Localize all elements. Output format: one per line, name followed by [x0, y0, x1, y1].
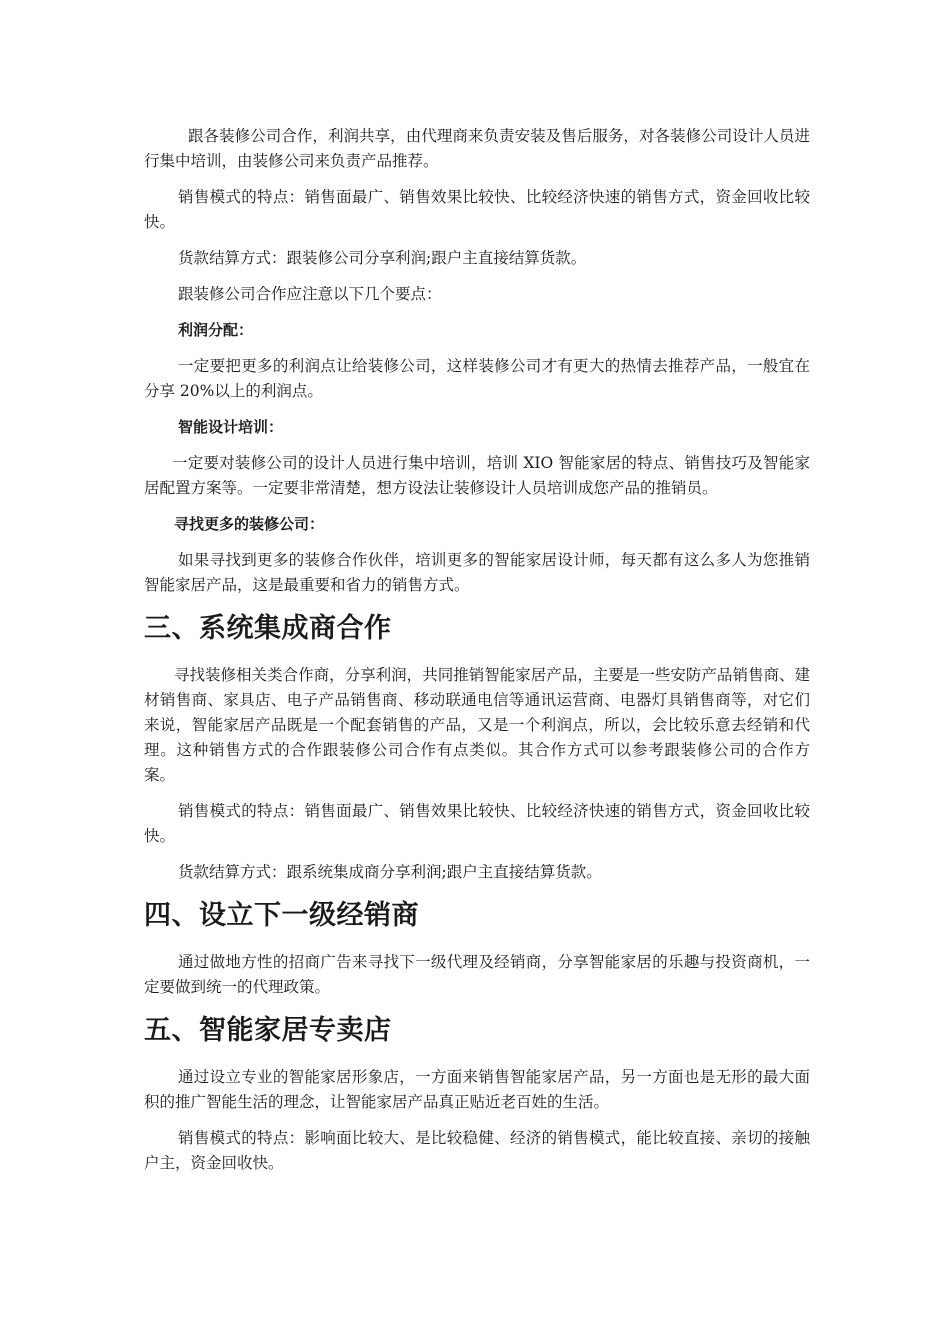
paragraph-decoration-partner: 跟各装修公司合作，利润共享，由代理商来负责安装及售后服务，对各装修公司设计人员进行集中培训，由装修公司来负责产品推荐。	[144, 127, 810, 170]
document-body	[144, 124, 810, 1187]
paragraph-design-training: 一定要对装修公司的设计人员进行集中培训，培训 XIO 智能家居的特点、销售技巧及智能家居配置方案等。一定要非常清楚，想方设法让装修设计人员培训成您产品的推销员。	[144, 454, 810, 497]
subheading-more-companies: 寻找更多的装修公司：	[174, 515, 325, 533]
section-heading-sub-distributors: 四、设立下一级经销商	[144, 900, 419, 931]
paragraph-integrators-settlement: 货款结算方式：跟系统集成商分享利润;跟户主直接结算货款。	[178, 863, 602, 881]
paragraph-retail-store-features: 销售模式的特点：影响面比较大、是比较稳健、经济的销售模式，能比较直接、亲切的接触户主，资金回收快。	[144, 1129, 810, 1172]
paragraph-more-companies: 如果寻找到更多的装修合作伙伴，培训更多的智能家居设计师，每天都有这么多人为您推销智能家居产品，这是最重要和省力的销售方式。	[144, 551, 810, 594]
subheading-profit-sharing: 利润分配：	[178, 321, 254, 339]
paragraph-sales-features: 销售模式的特点：销售面最广、销售效果比较快、比较经济快速的销售方式，资金回收比较快。	[144, 188, 810, 231]
paragraph-integrators-features: 销售模式的特点：销售面最广、销售效果比较快、比较经济快速的销售方式，资金回收比较快。	[144, 802, 810, 845]
paragraph-integrators: 寻找装修相关类合作商，分享利润，共同推销智能家居产品，主要是一些安防产品销售商、建材销售商、家具店、电子产品销售商、移动联通电信等通讯运营商、电器灯具销售商等，对它们来说，智能家居产品既是一个配套销售的产品，又是一个利润点，所以，会比较乐意去经销和代理。这种销售方式的合作跟装修公司合作有点类似。其合作方式可以参考跟装修公司的合作方案。	[144, 666, 810, 784]
section-heading-integrators: 三、系统集成商合作	[144, 613, 392, 644]
paragraph-sub-distributors: 通过做地方性的招商广告来寻找下一级代理及经销商，分享智能家居的乐趣与投资商机，一定要做到统一的代理政策。	[144, 953, 810, 996]
paragraph-settlement: 货款结算方式：跟装修公司分享利润;跟户主直接结算货款。	[178, 249, 587, 267]
paragraph-retail-store: 通过设立专业的智能家居形象店，一方面来销售智能家居产品，另一方面也是无形的最大面积的推广智能生活的理念，让智能家居产品真正贴近老百姓的生活。	[144, 1068, 810, 1111]
paragraph-profit-sharing: 一定要把更多的利润点让给装修公司，这样装修公司才有更大的热情去推荐产品，一般宜在分享 20%以上的利润点。	[144, 357, 810, 400]
subheading-design-training: 智能设计培训：	[178, 418, 284, 436]
paragraph-key-points-intro: 跟装修公司合作应注意以下几个要点：	[178, 285, 442, 303]
section-heading-retail-store: 五、智能家居专卖店	[144, 1015, 392, 1046]
